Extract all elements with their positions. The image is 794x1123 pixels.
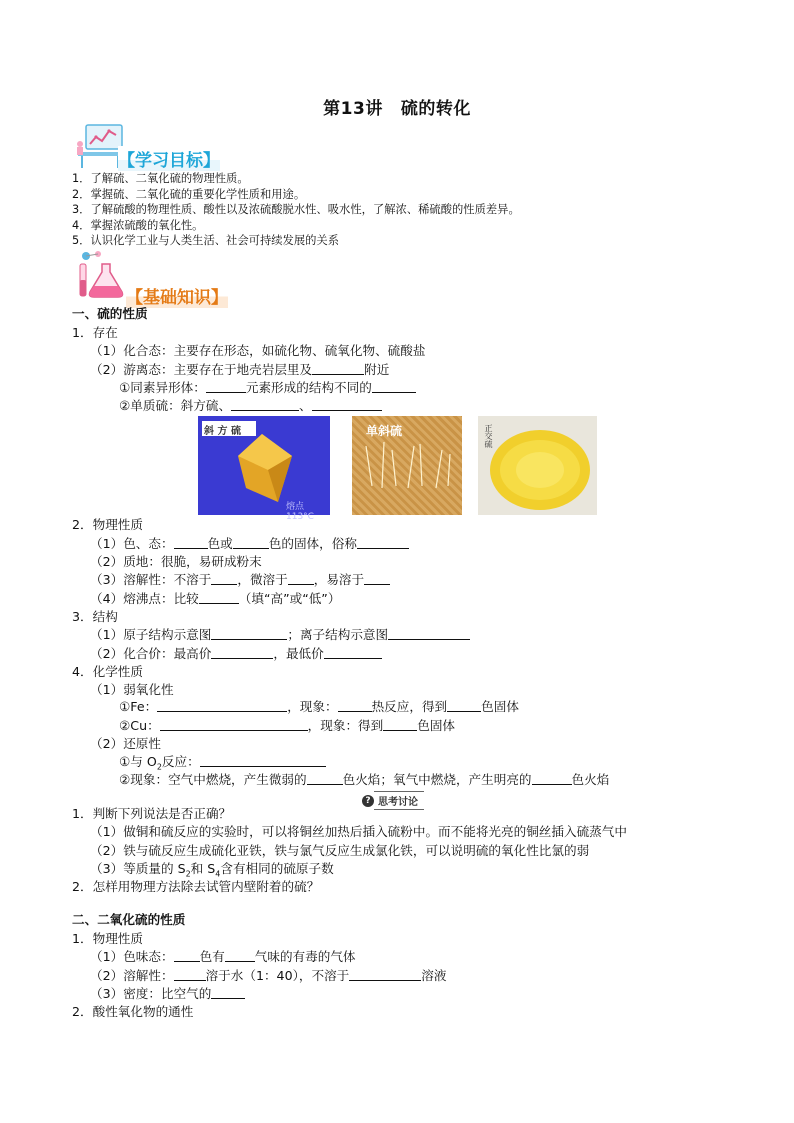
blank-field[interactable] <box>199 590 239 604</box>
blank-field[interactable] <box>324 645 382 659</box>
blank-field[interactable] <box>312 397 382 411</box>
objectives-list <box>72 171 520 249</box>
text-line: ①与 $O_2$反应： <box>119 753 326 777</box>
objectives-heading: 【学习目标】 <box>118 146 220 171</box>
text-line: ②现象：空气中燃烧，产生微弱的 色火焰；氧气中燃烧，产生明亮的 色火焰 <box>119 772 610 787</box>
text-line: （2）质地：很脆，易研成粉末 <box>90 554 262 569</box>
text-line: ①Fe： ，现象： 热反应，得到 色固体 <box>119 699 519 714</box>
text-line: ①同素异形体： 元素形成的结构不同的 <box>119 379 416 397</box>
text-line: （1）化合态：主要存在形态，如硫化物、硫氧化物、硫酸盐 <box>90 343 426 358</box>
item-heading: 3．结构 <box>72 609 118 624</box>
blank-field[interactable] <box>174 948 200 962</box>
list-item: 1．了解硫、二氧化硫的物理性质。 <box>72 172 249 185</box>
question-icon: ? <box>362 795 374 807</box>
text-line: （2）化合价：最高价 ，最低价 <box>90 645 382 663</box>
flask-icon <box>72 250 130 304</box>
blank-field[interactable] <box>174 535 208 549</box>
text-line: （4）熔沸点：比较 （填“高”或“低”） <box>90 591 341 606</box>
blank-field[interactable] <box>174 967 206 981</box>
text-line: （2）铁与硫反应生成硫化亚铁，铁与氯气反应生成氯化铁，可以说明硫的氧化性比氯的弱 <box>90 843 590 858</box>
photo-label: 斜 方 硫 <box>204 426 241 437</box>
list-item: 2．掌握硫、二氧化硫的重要化学性质和用途。 <box>72 187 306 201</box>
blank-field[interactable] <box>383 717 417 731</box>
orthorhombic-sulfur-photo <box>478 416 597 515</box>
blank-field[interactable] <box>349 967 421 981</box>
section-heading: 一、硫的性质 <box>72 306 148 321</box>
page-title <box>0 94 794 119</box>
text-line: （2）还原性 <box>90 736 161 751</box>
text-line: （1）色味态： 色有 气味的有毒的气体 <box>90 949 356 964</box>
item-heading: 1．物理性质 <box>72 931 143 946</box>
text-line: （1）弱氧化性 <box>90 682 174 697</box>
blank-field[interactable] <box>372 379 416 393</box>
text-line: （1）原子结构示意图 ；离子结构示意图 <box>90 626 470 644</box>
item-heading: 2．酸性氧化物的通性 <box>72 1004 194 1019</box>
item-heading: 2．物理性质 <box>72 517 143 532</box>
blank-field[interactable] <box>338 698 372 712</box>
rhombic-sulfur-photo <box>198 416 330 522</box>
blank-field[interactable] <box>200 753 326 767</box>
section-heading: 二、二氧化硫的性质 <box>72 912 186 927</box>
question: 1．判断下列说法是否正确？ <box>72 806 232 821</box>
blank-field[interactable] <box>211 645 273 659</box>
text-line: （3）等质量的 $S_2$和 $S_4$含有相同的硫原子数 <box>90 861 334 879</box>
blank-field[interactable] <box>357 535 409 549</box>
blank-field[interactable] <box>447 698 481 712</box>
blank-field[interactable] <box>160 717 308 731</box>
blank-field[interactable] <box>225 948 255 962</box>
text-line: （2）游离态：主要存在于地壳岩层里及 附近 <box>90 362 390 377</box>
blank-field[interactable] <box>233 535 269 549</box>
discussion-label: 思考讨论 <box>374 791 424 810</box>
lecture-number: 第13讲 <box>323 99 383 119</box>
item-heading: 4．化学性质 <box>72 664 143 679</box>
text-line: ②单质硫：斜方硫、 、 <box>119 397 382 415</box>
text-line: ②Cu： ，现象：得到 色固体 <box>119 718 456 733</box>
blank-field[interactable] <box>312 361 364 375</box>
blank-field[interactable] <box>307 771 343 785</box>
blank-field[interactable] <box>211 571 237 585</box>
list-item: 4．掌握浓硫酸的氧化性。 <box>72 218 204 232</box>
text-line: （3）溶解性：不溶于 ，微溶于 ，易溶于 <box>90 571 390 589</box>
blank-field[interactable] <box>211 626 287 640</box>
blank-field[interactable] <box>157 698 287 712</box>
text-line: （2）溶解性： 溶于水（1：40），不溶于 溶液 <box>90 968 447 983</box>
blank-field[interactable] <box>532 771 572 785</box>
basics-heading: 【基础知识】 <box>126 283 228 308</box>
lecture-topic: 硫的转化 <box>400 99 471 119</box>
blank-field[interactable] <box>231 397 299 411</box>
blank-field[interactable] <box>211 985 245 999</box>
text-line: （1）做铜和硫反应的实验时，可以将铜丝加热后插入硫粉中。而不能将光亮的铜丝插入硫蒸气中 <box>90 824 627 839</box>
item-heading: 1．存在 <box>72 325 118 340</box>
photo-note: 熔点 113°C <box>286 502 314 522</box>
blank-field[interactable] <box>206 379 246 393</box>
text-line: （1）色、态： 色或 色的固体，俗称 <box>90 535 409 553</box>
photo-label: 单斜硫 <box>366 424 403 438</box>
monoclinic-sulfur-photo <box>352 416 462 515</box>
list-item: 3．了解硫酸的物理性质、酸性以及浓硫酸脱水性、吸水性，了解浓、稀硫酸的性质差异。 <box>72 203 520 217</box>
photo-label: 正交硫 <box>484 424 493 448</box>
list-item: 5．认识化学工业与人类生活、社会可持续发展的关系 <box>72 234 340 248</box>
blank-field[interactable] <box>388 626 470 640</box>
text-line: （3）密度：比空气的 <box>90 985 245 1003</box>
blank-field[interactable] <box>364 571 390 585</box>
blank-field[interactable] <box>288 571 314 585</box>
question: 2．怎样用物理方法除去试管内壁附着的硫？ <box>72 879 320 894</box>
discussion-badge <box>362 791 424 810</box>
